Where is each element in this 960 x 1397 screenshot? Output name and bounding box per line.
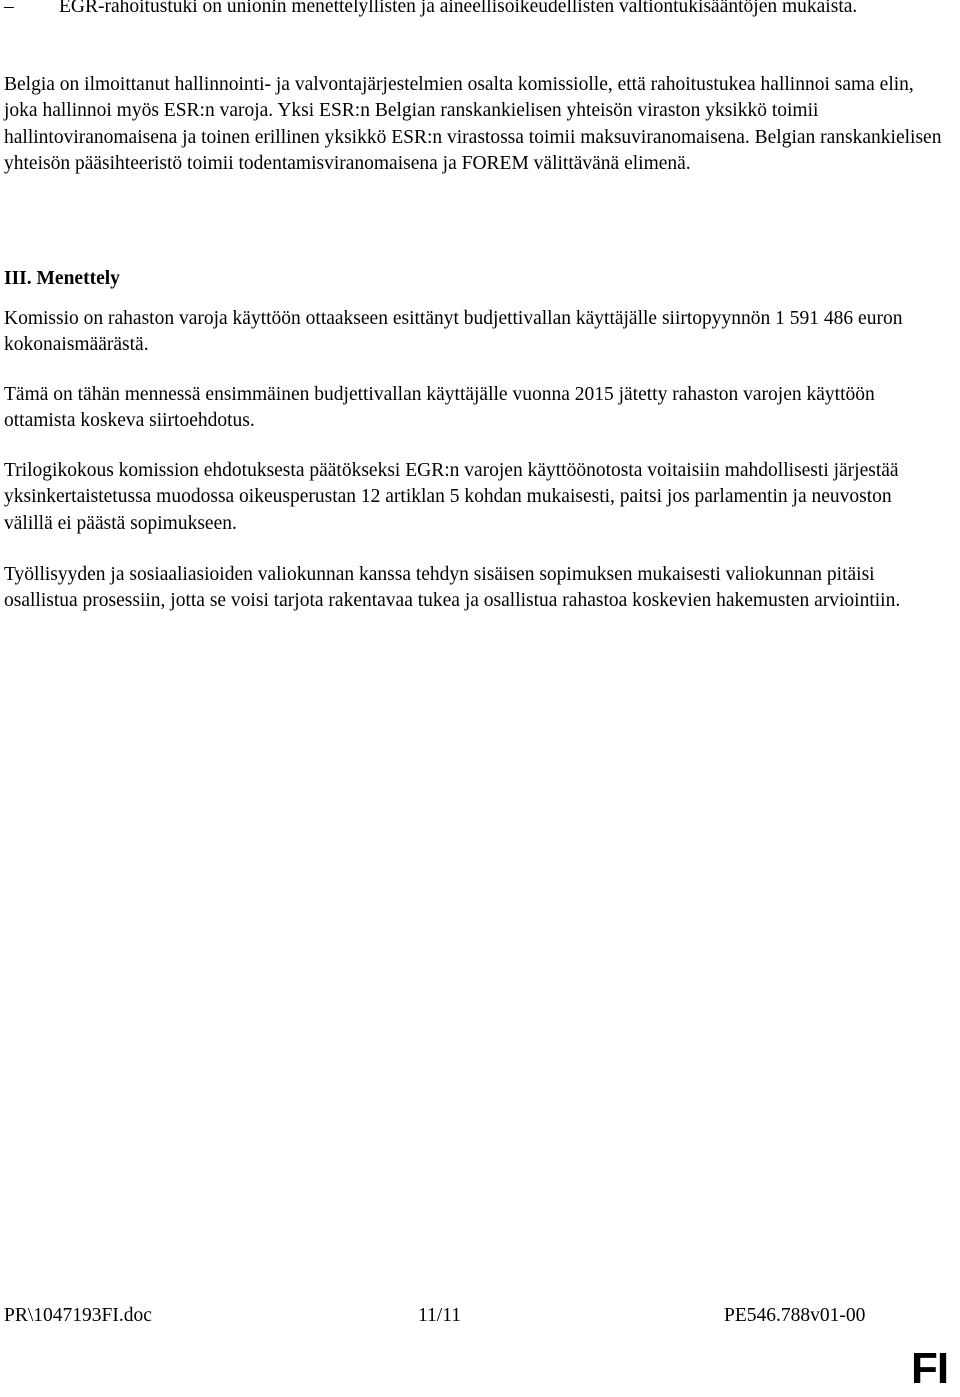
language-code-mark: FI	[911, 1344, 949, 1393]
footer-reference: PE546.788v01-00	[724, 1305, 866, 1326]
list-item-text: EGR-rahoitustuki on unionin menettelyllisten ja aineellisoikeudellisten valtiontukisääntöjen mukaista.	[59, 0, 858, 17]
list-dash-marker: –	[4, 0, 14, 17]
paragraph-trilogue: Trilogikokous komission ehdotuksesta päätökseksi EGR:n varojen käyttöönotosta voitaisiin mahdollisesti järjestää yksinkertaistetussa muodossa oikeusperustan 12 artiklan 5 kohdan mukaisesti, paitsi jos parlamentin ja neuvoston välillä ei päästä sopimukseen.	[4, 460, 899, 534]
paragraph-management-systems: Belgia on ilmoittanut hallinnointi- ja valvontajärjestelmien osalta komissiolle, että rahoitustukea hallinnoi sama elin, joka hallinnoi myös ESR:n varoja. Yksi ESR:n Belgian ranskankielisen yhteisön viraston yksikkö toimii hallintoviranomaisena ja toinen erillinen yksikkö ESR:n virastossa toimii maksuviranomaisena. Belgian ranskankielisen yhteisön pääsihteeristö toimii todentamisviranomaisena ja FOREM välittävänä elimenä.	[4, 74, 942, 175]
section-heading: III. Menettely	[4, 268, 120, 289]
paragraph-first-proposal: Tämä on tähän mennessä ensimmäinen budjettivallan käyttäjälle vuonna 2015 jätetty rahaston varojen käyttöön ottamista koskeva siirtoehdotus.	[4, 384, 875, 432]
paragraph-transfer-request: Komissio on rahaston varoja käyttöön ottaakseen esittänyt budjettivallan käyttäjälle siirtopyynnön 1 591 486 euron kokonaismäärästä.	[4, 308, 903, 356]
footer-page-number: 11/11	[418, 1305, 461, 1326]
footer-file-name: PR\1047193FI.doc	[4, 1305, 152, 1326]
paragraph-committee-involvement: Työllisyyden ja sosiaaliasioiden valiokunnan kanssa tehdyn sisäisen sopimuksen mukaisesti valiokunnan pitäisi osallistua prosessiin, jotta se voisi tarjota rakentavaa tukea ja osallistua rahastoa koskevien hakemusten arviointiin.	[4, 564, 901, 612]
